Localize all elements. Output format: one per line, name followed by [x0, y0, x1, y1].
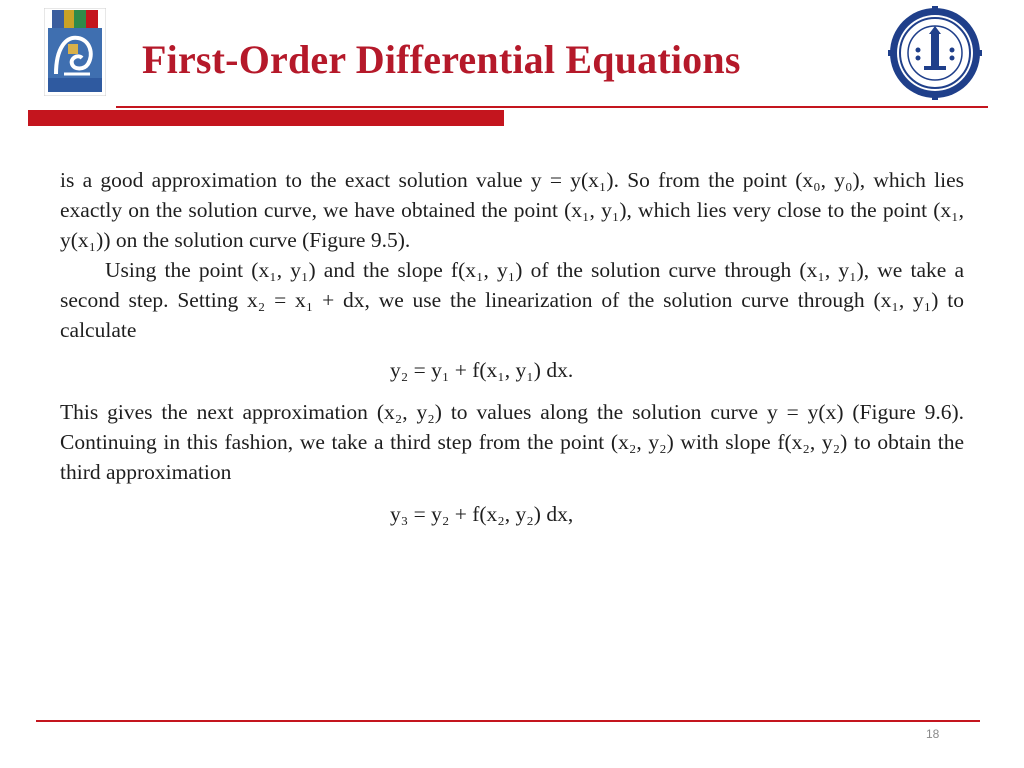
page-number: 18 [926, 727, 940, 741]
college-of-engineering-seal [888, 6, 982, 100]
slide-content [60, 165, 964, 541]
university-of-diyala-logo [44, 8, 106, 96]
slide-title: First-Order Differential Equations [142, 37, 741, 82]
university-logo-graphic [44, 8, 106, 96]
paragraph-2: Using the point (x₁, y₁) and the slope f(x₁, y₁) of the solution curve through (x₁, y₁), we take a second step. Setting x₂ = x₁ + dx, we use the linearization of the solution curve through (x₁, y₁) to calculate [60, 258, 964, 342]
paragraph-1: is a good approximation to the exact solution value y = y(x₁). So from the point (x₀, y₀), which lies exactly on the solution curve, we have obtained the point (x₁, y₁), which lies very close to the point (x₁, y(x₁)) on the solution curve (Figure 9.5). [60, 168, 964, 252]
equation-y3: y₃ = y₂ + f(x₂, y₂) dx, [390, 502, 574, 526]
college-seal-graphic [888, 6, 982, 100]
header-accent-bar [28, 110, 504, 126]
equation-y2: y₂ = y₁ + f(x₁, y₁) dx. [390, 358, 574, 382]
paragraph-3: This gives the next approximation (x₂, y₂) to values along the solution curve y = y(x) (Figure 9.6). Continuing in this fashion, we take a third step from the point (x₂, y₂) with slope f(x₂, y₂) to obtain the third approximation [60, 400, 964, 484]
footer-rule [36, 720, 980, 722]
header-rule-thin [116, 106, 988, 108]
